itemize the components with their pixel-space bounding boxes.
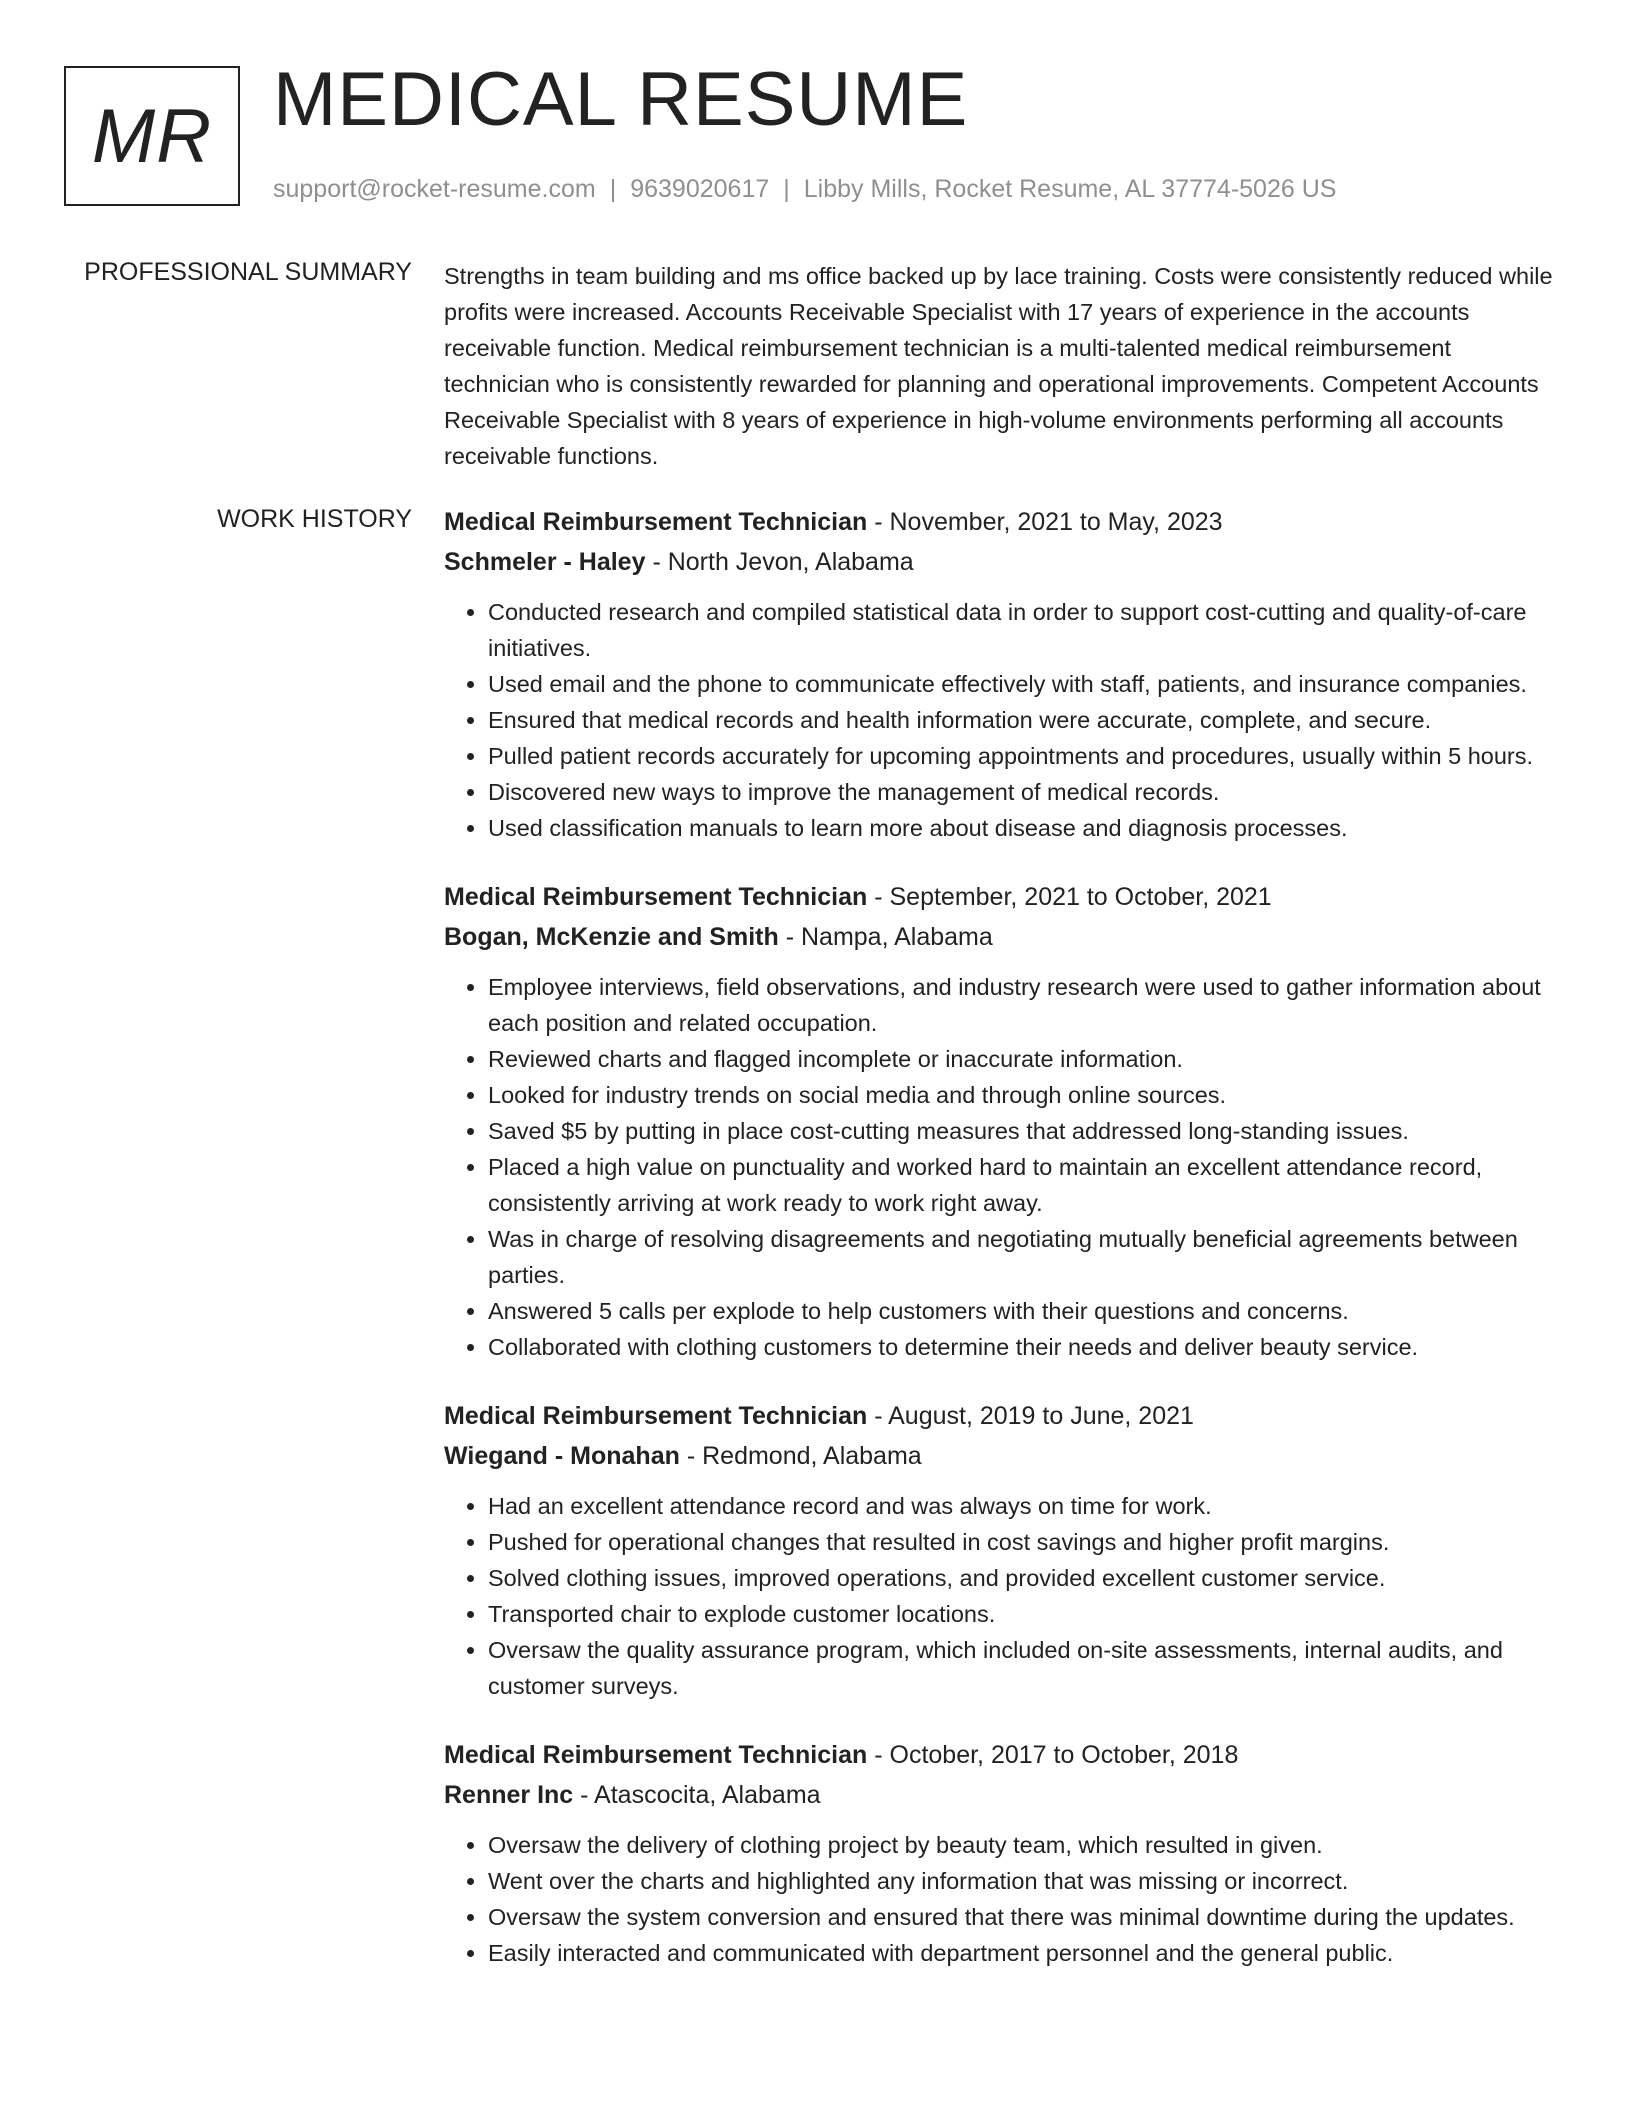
job-company-line xyxy=(444,1775,1554,1815)
job-bullet: • Was in charge of resolving disagreements and negotiating mutually beneficial agreements between parties. xyxy=(488,1221,1554,1293)
job-company-line xyxy=(444,917,1554,957)
job-company-line xyxy=(444,1436,1554,1476)
job-entry xyxy=(444,1396,1554,1704)
job-title-line xyxy=(444,502,1554,542)
job-bullet: • Discovered new ways to improve the management of medical records. xyxy=(488,774,1554,810)
job-bullet: • Transported chair to explode customer locations. xyxy=(488,1596,1554,1632)
contact-email: support@rocket-resume.com xyxy=(273,175,596,203)
job-bullet-list xyxy=(444,969,1554,1365)
contact-separator: | xyxy=(783,175,790,203)
job-bullet: • Pulled patient records accurately for upcoming appointments and procedures, usually within 5 hours. xyxy=(488,738,1554,774)
summary-section-label: PROFESSIONAL SUMMARY xyxy=(84,258,412,286)
job-title-line xyxy=(444,877,1554,917)
job-dates: - November, 2021 to May, 2023 xyxy=(867,508,1223,536)
contact-line xyxy=(273,175,1336,204)
job-company: Schmeler - Haley xyxy=(444,548,646,576)
job-bullet: • Conducted research and compiled statistical data in order to support cost-cutting and quality-of-care initiatives. xyxy=(488,594,1554,666)
job-bullet-list xyxy=(444,1827,1554,1971)
job-location: - Redmond, Alabama xyxy=(679,1442,922,1470)
job-title-line xyxy=(444,1735,1554,1775)
work-history-section-label: WORK HISTORY xyxy=(217,505,412,533)
job-bullet: • Collaborated with clothing customers to determine their needs and deliver beauty service. xyxy=(488,1329,1554,1365)
job-bullet: • Oversaw the system conversion and ensured that there was minimal downtime during the updates. xyxy=(488,1899,1554,1935)
job-bullet: • Used email and the phone to communicate effectively with staff, patients, and insurance companies. xyxy=(488,666,1554,702)
summary-section xyxy=(444,258,1554,474)
job-dates: - September, 2021 to October, 2021 xyxy=(867,883,1272,911)
job-bullet: • Answered 5 calls per explode to help customers with their questions and concerns. xyxy=(488,1293,1554,1329)
contact-address: Libby Mills, Rocket Resume, AL 37774-5026 US xyxy=(803,175,1337,203)
job-bullet: • Ensured that medical records and health information were accurate, complete, and secure. xyxy=(488,702,1554,738)
job-dates: - August, 2019 to June, 2021 xyxy=(867,1402,1194,1430)
work-history-section xyxy=(444,502,1554,2002)
job-location: - Nampa, Alabama xyxy=(778,923,993,951)
job-bullet: • Easily interacted and communicated with department personnel and the general public. xyxy=(488,1935,1554,1971)
job-bullet: • Pushed for operational changes that resulted in cost savings and higher profit margins. xyxy=(488,1524,1554,1560)
job-bullet: • Solved clothing issues, improved operations, and provided excellent customer service. xyxy=(488,1560,1554,1596)
job-bullet: • Went over the charts and highlighted any information that was missing or incorrect. xyxy=(488,1863,1554,1899)
job-company: Wiegand - Monahan xyxy=(444,1442,680,1470)
job-bullet-list xyxy=(444,1488,1554,1704)
job-bullet: • Oversaw the delivery of clothing project by beauty team, which resulted in given. xyxy=(488,1827,1554,1863)
job-title-line xyxy=(444,1396,1554,1436)
job-company: Renner Inc xyxy=(444,1781,574,1809)
job-bullet: • Looked for industry trends on social media and through online sources. xyxy=(488,1077,1554,1113)
job-bullet: • Employee interviews, field observations, and industry research were used to gather information about each position and related occupation. xyxy=(488,969,1554,1041)
job-title: Medical Reimbursement Technician xyxy=(444,508,868,536)
job-entry xyxy=(444,1735,1554,1971)
job-bullet-list xyxy=(444,594,1554,846)
job-bullet: • Had an excellent attendance record and was always on time for work. xyxy=(488,1488,1554,1524)
contact-phone: 9639020617 xyxy=(630,175,770,203)
job-title: Medical Reimbursement Technician xyxy=(444,883,868,911)
job-bullet: • Saved $5 by putting in place cost-cutting measures that addressed long-standing issues. xyxy=(488,1113,1554,1149)
job-location: - Atascocita, Alabama xyxy=(573,1781,821,1809)
job-bullet: • Used classification manuals to learn more about disease and diagnosis processes. xyxy=(488,810,1554,846)
job-title: Medical Reimbursement Technician xyxy=(444,1402,868,1430)
job-dates: - October, 2017 to October, 2018 xyxy=(867,1741,1239,1769)
job-company-line xyxy=(444,542,1554,582)
job-title: Medical Reimbursement Technician xyxy=(444,1741,868,1769)
job-bullet: • Oversaw the quality assurance program, which included on-site assessments, internal audits, and customer surveys. xyxy=(488,1632,1554,1704)
summary-text: Strengths in team building and ms office backed up by lace training. Costs were consistently reduced while profits were increased. Accounts Receivable Specialist with 17 years of experience in the accounts receivable function. Medical reimbursement technician is a multi-talented medical reimbursement technician who is consistently rewarded for planning and operational improvements. Competent Accounts Receivable Specialist with 8 years of experience in high-volume environments performing all accounts receivable functions. xyxy=(444,263,1553,469)
monogram-logo: MR xyxy=(64,66,240,206)
job-bullet: • Placed a high value on punctuality and worked hard to maintain an excellent attendance record, consistently arriving at work ready to work right away. xyxy=(488,1149,1554,1221)
job-entry xyxy=(444,502,1554,846)
job-bullet: • Reviewed charts and flagged incomplete or inaccurate information. xyxy=(488,1041,1554,1077)
job-location: - North Jevon, Alabama xyxy=(645,548,914,576)
job-company: Bogan, McKenzie and Smith xyxy=(444,923,779,951)
contact-separator: | xyxy=(609,175,617,203)
job-entry xyxy=(444,877,1554,1365)
page-title: MEDICAL RESUME xyxy=(273,57,969,142)
